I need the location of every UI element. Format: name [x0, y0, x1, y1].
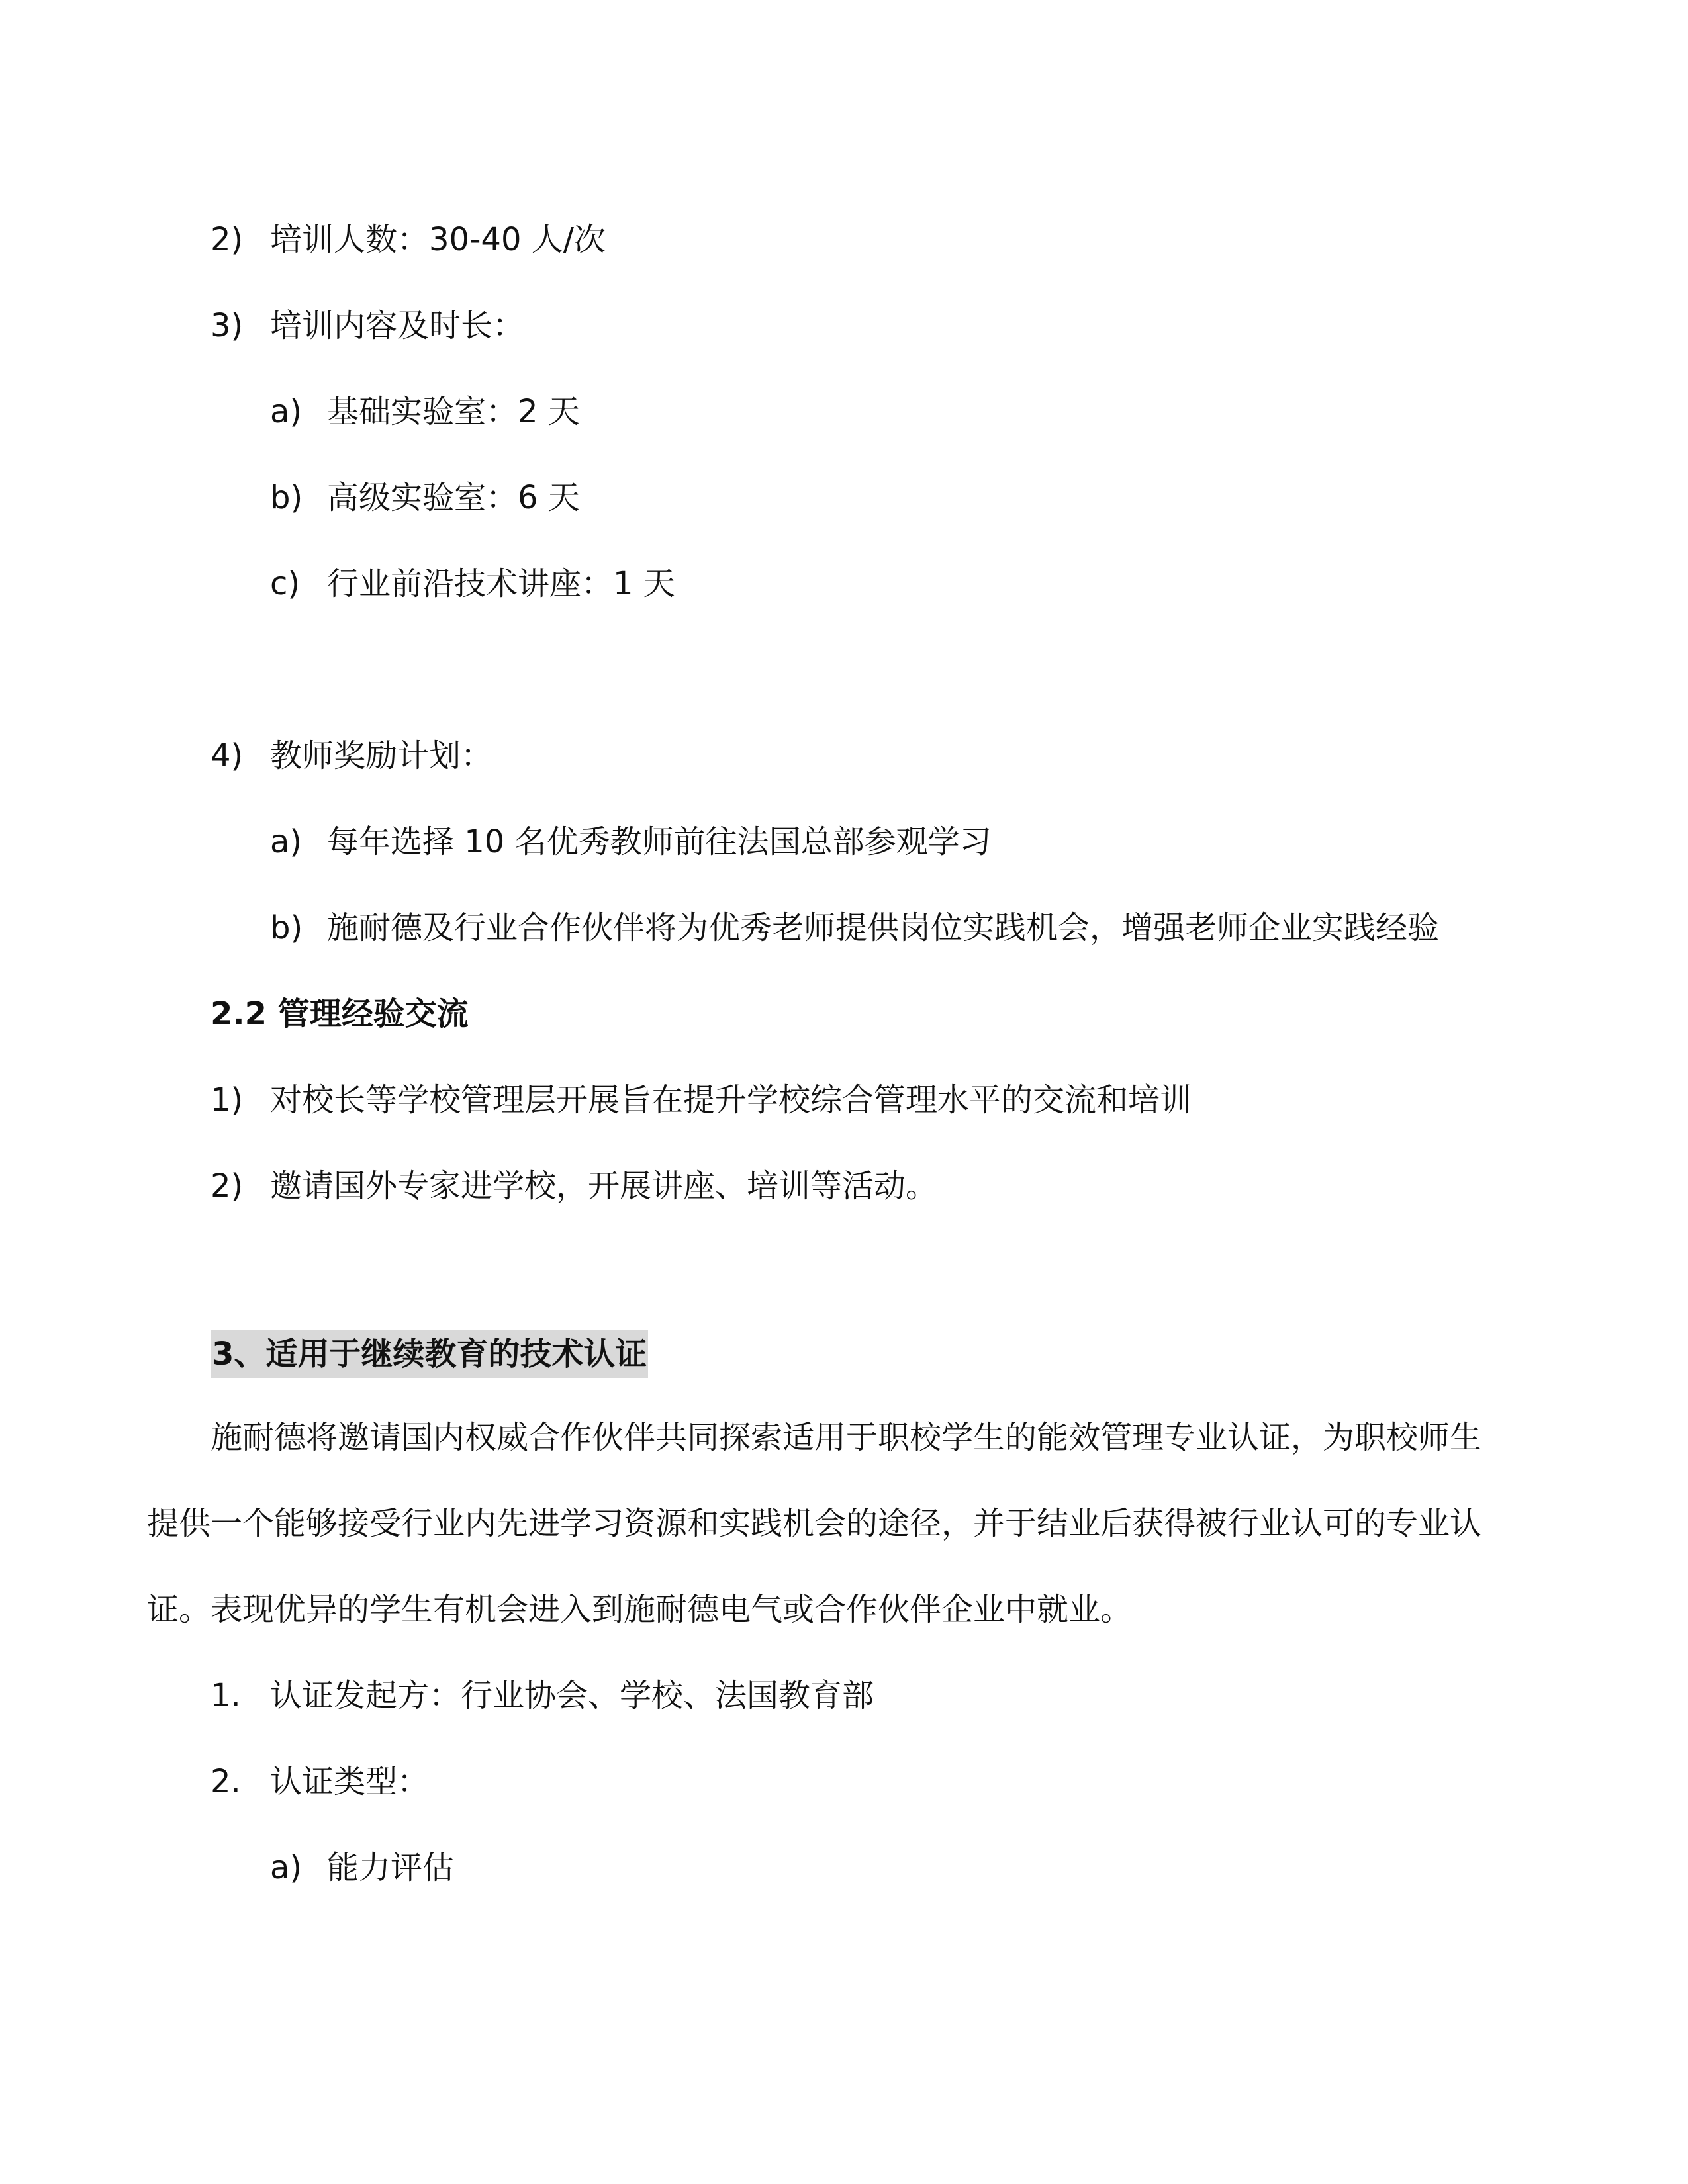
sublist-marker: b)	[270, 909, 303, 946]
sublist-marker: a)	[270, 823, 303, 860]
basic-lab-item: 基础实验室：2 天	[327, 393, 580, 430]
paragraph-line: 证。表现优异的学生有机会进入到施耐德电气或合作伙伴企业中就业。	[147, 1591, 1133, 1628]
sublist-marker: c)	[270, 565, 301, 602]
paragraph-line: 提供一个能够接受行业内先进学习资源和实践机会的途径，并于结业后获得被行业认可的专业认	[147, 1505, 1482, 1542]
sublist-marker: b)	[270, 479, 303, 516]
advanced-lab-item: 高级实验室：6 天	[327, 479, 580, 516]
management-exchange-item: 对校长等学校管理层开展旨在提升学校综合管理水平的交流和培训	[270, 1081, 1192, 1118]
sublist-marker: a)	[270, 1849, 303, 1886]
training-content-item: 培训内容及时长：	[270, 307, 525, 344]
list-marker: 1)	[211, 1081, 244, 1118]
reward-practice-item: 施耐德及行业合作伙伴将为优秀老师提供岗位实践机会，增强老师企业实践经验	[327, 909, 1440, 946]
lecture-item: 行业前沿技术讲座：1 天	[327, 565, 675, 602]
training-count-item: 培训人数：30-40 人/次	[270, 221, 606, 258]
reward-visit-item: 每年选择 10 名优秀教师前往法国总部参观学习	[327, 823, 992, 860]
sublist-marker: a)	[270, 393, 303, 430]
cert-initiator-item: 认证发起方：行业协会、学校、法国教育部	[270, 1677, 874, 1714]
list-marker: 2)	[211, 221, 244, 258]
list-marker: 4)	[211, 737, 244, 774]
list-marker: 3)	[211, 307, 244, 344]
list-marker: 2)	[211, 1167, 244, 1205]
section-heading-3: 3、适用于继续教育的技术认证	[211, 1330, 648, 1378]
ability-assessment-item: 能力评估	[327, 1849, 455, 1886]
section-heading-2-2: 2.2 管理经验交流	[211, 995, 469, 1032]
teacher-reward-item: 教师奖励计划：	[270, 737, 493, 774]
cert-type-item: 认证类型：	[270, 1763, 430, 1800]
paragraph-line: 施耐德将邀请国内权威合作伙伴共同探索适用于职校学生的能效管理专业认证，为职校师生	[211, 1419, 1482, 1456]
expert-invite-item: 邀请国外专家进学校，开展讲座、培训等活动。	[270, 1167, 938, 1205]
list-marker: 2.	[211, 1763, 241, 1800]
list-marker: 1.	[211, 1677, 241, 1714]
